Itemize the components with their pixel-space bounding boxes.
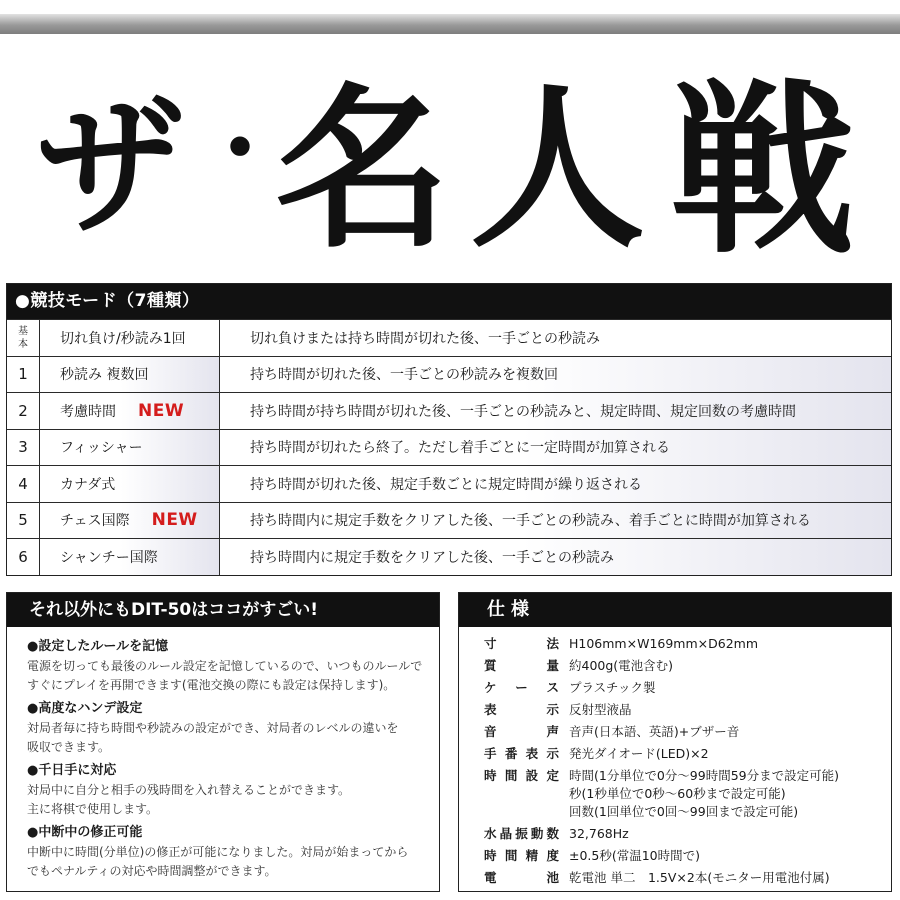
title-glyph: ザ [35,80,186,256]
spec-label-char: 質 [484,658,497,673]
spec-value-line: 時間(1分単位で0分～99時間59分まで設定可能) [569,768,839,783]
spec-label-char: 示 [546,746,559,761]
top-gradient-bar [0,14,900,34]
spec-value [569,723,891,741]
mode-name [40,503,220,539]
spec-label-char: 時 [484,848,497,863]
mode-row [7,538,891,575]
spec-label-char: 数 [546,826,559,841]
spec-value-line: H106mm×W169mm×D62mm [569,636,759,651]
mode-number-char: 本 [18,338,28,350]
spec-label [459,767,569,821]
spec-label-char: ー [515,680,528,695]
feature-text: 電源を切っても最後のルール設定を記憶しているので、いつものルールで [27,659,423,673]
spec-label-char: 定 [546,768,559,783]
spec-label-char: 間 [504,848,518,863]
spec-label-char: ケ [484,680,497,695]
spec-label [459,745,569,763]
spec-label-char: 音 [484,724,497,739]
mode-row [7,356,891,393]
mode-description: 持ち時間内に規定手数をクリアした後、一手ごとの秒読み [220,539,891,575]
feature-text: すぐにプレイを再開できます(電池交換の際にも設定は保持します)。 [27,678,396,692]
spec-label-char: 動 [530,826,544,841]
spec-value [569,745,891,763]
mode-name [40,357,220,393]
competition-modes-table [6,283,892,576]
mode-name-text: 考慮時間 [60,403,116,420]
spec-label-char: 設 [525,768,539,783]
spec-value [569,847,891,865]
spec-row [459,657,891,675]
title-glyph: ・ [195,96,285,202]
feature-text: でもペナルティの対応や時間調整ができます。 [27,864,277,878]
spec-label-char: 手 [484,746,497,761]
spec-value-line: 反射型液晶 [569,702,632,717]
mode-name-text: フィッシャー [60,440,143,457]
spec-label [459,657,569,675]
mode-number: 4 [7,466,40,502]
spec-row [459,767,891,821]
mode-name-text: 切れ負け/秒読み1回 [60,330,186,347]
mode-row [7,502,891,539]
spec-value-line: 秒(1秒単位で0秒～60秒まで設定可能) [569,786,786,801]
spec-label [459,701,569,719]
spec-label-char: 表 [525,746,539,761]
mode-number: 3 [7,430,40,466]
mode-row [7,465,891,502]
mode-number [7,320,40,356]
spec-label-char: 番 [504,746,518,761]
feature-title: ●高度なハンデ設定 [27,701,143,716]
spec-row [459,701,891,719]
spec-value [569,657,891,675]
spec-value [569,701,891,719]
mode-name-text: カナダ式 [60,476,116,493]
mode-description: 持ち時間が切れたら終了。ただし着手ごとに一定時間が加算される [220,430,891,466]
features-header: それ以外にもDIT-50はココがすごい! [7,593,439,627]
spec-value-line: プラスチック製 [569,680,656,695]
spec-value [569,635,891,653]
feature-title: ●設定したルールを記憶 [27,639,169,654]
mode-description: 持ち時間が持ち時間が切れた後、一手ごとの秒読みと、規定時間、規定回数の考慮時間 [220,393,891,429]
spec-label [459,723,569,741]
spec-label-char: 寸 [484,636,497,651]
spec-label [459,635,569,653]
mode-row [7,392,891,429]
spec-value-line: 約400g(電池含む) [569,658,674,673]
spec-row [459,847,891,865]
spec-row [459,869,891,887]
features-box [6,592,440,892]
spec-label-char: 示 [546,702,559,717]
spec-label-char: 電 [484,870,497,885]
spec-label [459,679,569,697]
mode-number: 5 [7,503,40,539]
feature-title: ●千日手に対応 [27,763,117,778]
modes-header: ●競技モード（7種類） [7,284,891,319]
feature-text: 主に将棋で使用します。 [27,802,159,816]
spec-value [569,869,891,887]
feature-title: ●中断中の修正可能 [27,825,143,840]
feature-text: 対局中に自分と相手の残時間を入れ替えることができます。 [27,783,351,797]
feature-text: 対局者毎に持ち時間や秒読みの設定ができ、対局者のレベルの違いを [27,721,399,735]
title-calligraphy [30,60,880,260]
spec-label [459,847,569,865]
title-glyph: 戦 [670,61,855,260]
spec-label-char: 池 [546,870,559,885]
mode-number: 2 [7,393,40,429]
mode-description: 持ち時間が切れた後、一手ごとの秒読みを複数回 [220,357,891,393]
mode-name [40,320,220,356]
mode-number: 1 [7,357,40,393]
title-svg [30,60,880,260]
mode-name-text: シャンチー国際 [60,549,158,566]
mode-name-text: チェス国際 [60,513,130,530]
spec-label [459,825,569,843]
mode-description: 持ち時間が切れた後、規定手数ごとに規定時間が繰り返される [220,466,891,502]
spec-label-char: 晶 [499,826,513,841]
spec-label-char: 表 [484,702,497,717]
spec-label-char: ス [546,680,559,695]
spec-row [459,825,891,843]
spec-value-line: 発光ダイオード(LED)×2 [569,746,709,761]
spec-label-char: 声 [546,724,559,739]
spec-value-line: 32,768Hz [569,826,629,841]
spec-row [459,745,891,763]
spec-label-char: 量 [546,658,559,673]
spec-header: 仕様 [459,593,891,627]
mode-number-char: 基 [18,325,28,337]
mode-row [7,429,891,466]
mode-number: 6 [7,539,40,575]
spec-label-char: 時 [484,768,497,783]
spec-label-char: 度 [546,848,559,863]
mode-name [40,466,220,502]
spec-value [569,767,891,821]
specifications-box [458,592,892,892]
spec-value-line: 乾電池 単二 1.5V×2本(モニター用電池付属) [569,870,830,885]
new-badge: NEW [151,510,198,531]
mode-description: 持ち時間内に規定手数をクリアした後、一手ごとの秒読み、着手ごとに時間が加算される [220,503,891,539]
feature-text: 中断中に時間(分単位)の修正が可能になりました。対局が始まってから [27,845,409,859]
spec-label-char: 間 [504,768,518,783]
mode-row [7,319,891,356]
mode-name-text: 秒読み 複数回 [60,367,149,384]
spec-value-line: 回数(1回単位で0回～99回まで設定可能) [569,804,799,819]
features-body [7,627,439,881]
mode-name [40,393,220,429]
spec-value [569,679,891,697]
new-badge: NEW [138,400,185,421]
spec-label-char: 振 [515,826,528,841]
mode-name [40,539,220,575]
spec-value-line: 音声(日本語、英語)+ブザー音 [569,724,740,739]
spec-value [569,825,891,843]
spec-label-char: 精 [525,848,539,863]
spec-label-char: 法 [546,636,559,651]
mode-description: 切れ負けまたは持ち時間が切れた後、一手ごとの秒読み [250,330,600,347]
spec-row [459,635,891,653]
mode-name [40,430,220,466]
title-glyph: 人 [470,67,645,260]
spec-body [459,627,891,887]
title-glyph: 名 [275,67,450,260]
spec-row [459,723,891,741]
spec-label-char: 水 [484,826,497,841]
spec-label [459,869,569,887]
spec-row [459,679,891,697]
spec-value-line: ±0.5秒(常温10時間で) [569,848,701,863]
feature-text: 吸収できます。 [27,740,111,754]
